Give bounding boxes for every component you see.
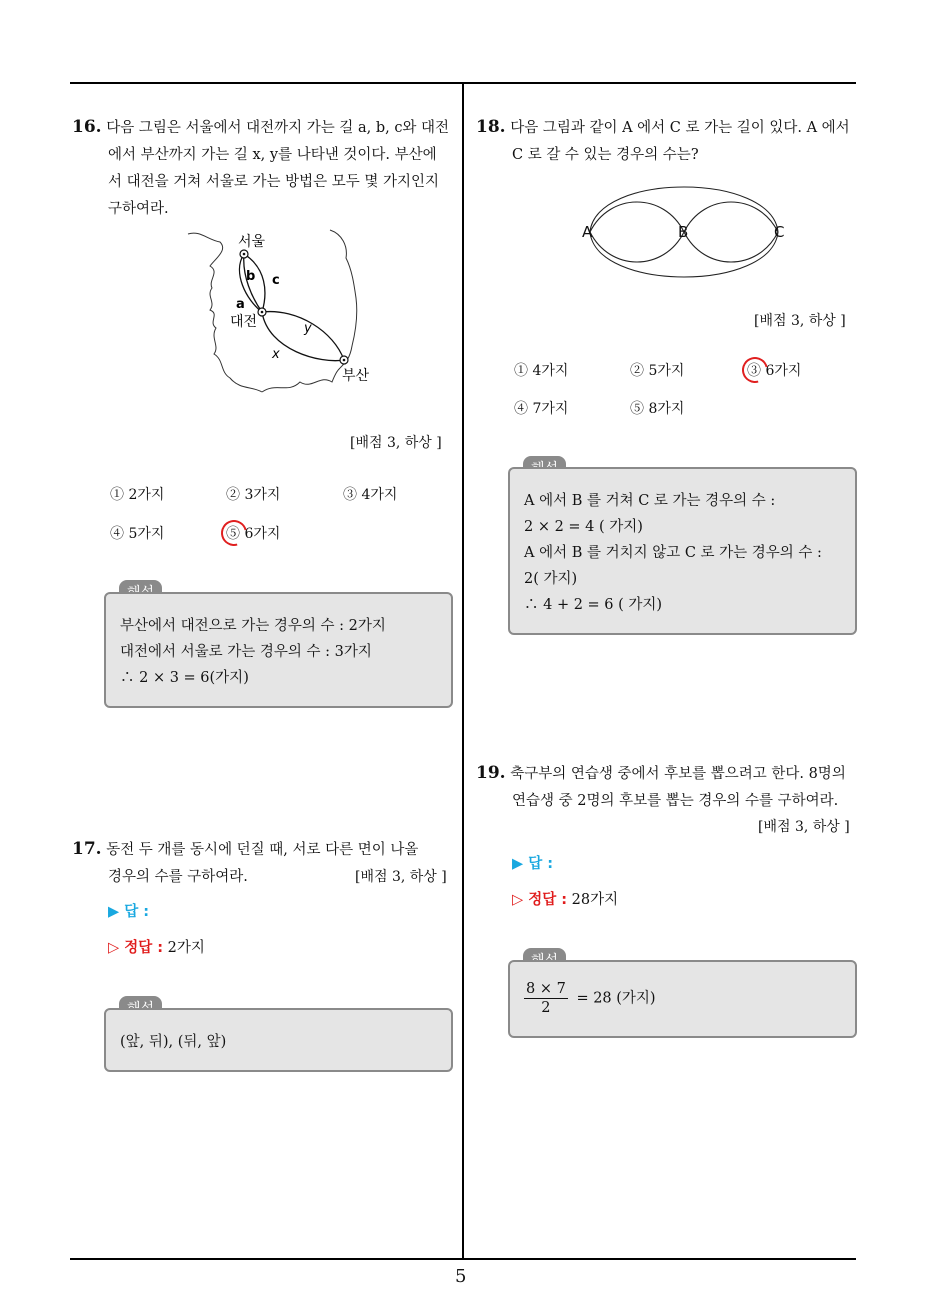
question-16-text: [72, 114, 457, 223]
question-number: 17.: [72, 839, 102, 859]
question-line: 동전 두 개를 동시에 던질 때, 서로 다른 면이 나올: [106, 842, 419, 858]
question-line: 경우의 수를 구하여라.: [108, 869, 248, 885]
question-number: 16.: [72, 117, 102, 137]
correct-answer: [512, 888, 618, 909]
node-c-label: C: [774, 223, 785, 241]
question-line: 에서 부산까지 가는 길 x, y를 나타낸 것이다. 부산에: [108, 147, 437, 163]
column-divider: [462, 82, 464, 1260]
choice-5[interactable]: ⑤ 6가지: [226, 526, 281, 542]
question-line: 축구부의 연습생 중에서 후보를 뽑으려고 한다. 8명의: [510, 766, 846, 782]
answer-label: ▶ 답 :: [512, 856, 554, 872]
question-18-text: [476, 114, 861, 169]
answer-prompt: [512, 852, 553, 873]
score-label: [배점 3, 하상 ]: [355, 869, 447, 885]
choice-3[interactable]: ③ 4가지: [343, 487, 398, 503]
question-number: 19.: [476, 763, 506, 783]
route-y-label: y: [304, 321, 312, 336]
solution-line: 2 × 2 = 4 ( 가지): [524, 519, 643, 535]
arc-b-c-top: [684, 202, 778, 232]
coastline-south: [262, 368, 340, 392]
choice-2[interactable]: ② 3가지: [226, 487, 281, 503]
solution-line: ∴ 4 + 2 = 6 ( 가지): [524, 597, 663, 613]
answer-label: ▶ 답 :: [108, 904, 150, 920]
question-line: 구하여라.: [108, 201, 169, 217]
solution-line: 대전에서 서울로 가는 경우의 수 : 3가지: [120, 644, 372, 660]
question-19-text: [476, 760, 866, 815]
bottom-rule: [70, 1258, 856, 1260]
question-line: C 로 갈 수 있는 경우의 수는?: [512, 147, 699, 163]
coastline-east: [330, 230, 357, 368]
question-line: 연습생 중 2명의 후보를 뽑는 경우의 수를 구하여라.: [512, 793, 839, 809]
route-a-label: a: [236, 297, 245, 312]
choice-4[interactable]: ④ 7가지: [514, 401, 569, 417]
choice-3[interactable]: ③ 6가지: [747, 363, 802, 379]
choice-1[interactable]: ① 4가지: [514, 363, 569, 379]
correct-label: ▷ 정답 :: [108, 940, 164, 956]
solution-line: [524, 980, 656, 1017]
solution-line: ∴ 2 × 3 = 6(가지): [120, 670, 249, 686]
daejeon-label: 대전: [230, 314, 258, 330]
solution-box: [104, 592, 453, 708]
route-diagram: [576, 176, 792, 286]
answer-mark: [216, 515, 252, 551]
solution-line: 2( 가지): [524, 571, 578, 587]
solution-result: = 28 (가지): [576, 990, 656, 1007]
solution-line: A 에서 B 를 거치지 않고 C 로 가는 경우의 수 :: [524, 545, 822, 561]
seoul-label: 서울: [238, 234, 266, 250]
solution-box: [104, 1008, 453, 1072]
node-a-label: A: [582, 223, 593, 241]
correct-value: 2가지: [167, 940, 205, 956]
korea-route-map: [180, 222, 380, 422]
answer-prompt: [108, 900, 149, 921]
question-number: 18.: [476, 117, 506, 137]
question-line: 다음 그림과 같이 A 에서 C 로 가는 길이 있다. A 에서: [510, 120, 850, 136]
fraction-numerator: 8 × 7: [526, 981, 566, 997]
question-line: 다음 그림은 서울에서 대전까지 가는 길 a, b, c와 대전: [106, 120, 450, 136]
question-line: 서 대전을 거쳐 서울로 가는 방법은 모두 몇 가지인지: [108, 174, 440, 190]
choice-5[interactable]: ⑤ 8가지: [630, 401, 685, 417]
coastline-west: [188, 233, 262, 392]
choice-2[interactable]: ② 5가지: [630, 363, 685, 379]
fraction-denominator: 2: [541, 1000, 551, 1016]
answer-mark: [737, 352, 773, 388]
correct-answer: [108, 936, 205, 957]
choice-4[interactable]: ④ 5가지: [110, 526, 165, 542]
route-x-label: x: [272, 347, 280, 362]
solution-box: [508, 960, 857, 1038]
solution-line: 부산에서 대전으로 가는 경우의 수 : 2가지: [120, 618, 386, 634]
node-b-label: B: [678, 223, 689, 241]
solution-fraction: [524, 980, 568, 1017]
route-c-label: c: [272, 273, 280, 288]
choice-1[interactable]: ① 2가지: [110, 487, 165, 503]
page-number: 5: [455, 1266, 467, 1287]
arc-a-b-top: [590, 202, 684, 232]
correct-value: 28가지: [571, 892, 619, 908]
busan-label: 부산: [342, 368, 370, 384]
solution-line: A 에서 B 를 거쳐 C 로 가는 경우의 수 :: [524, 493, 776, 509]
score-label: [배점 3, 하상 ]: [350, 435, 442, 451]
arc-b-c-bottom: [684, 232, 778, 262]
solution-box: [508, 467, 857, 635]
route-b-label: b: [246, 269, 256, 284]
arc-a-b-bottom: [590, 232, 684, 262]
correct-label: ▷ 정답 :: [512, 892, 568, 908]
score-label: [배점 3, 하상 ]: [754, 313, 846, 329]
solution-line: (앞, 뒤), (뒤, 앞): [120, 1034, 227, 1050]
score-label: [배점 3, 하상 ]: [758, 819, 850, 835]
